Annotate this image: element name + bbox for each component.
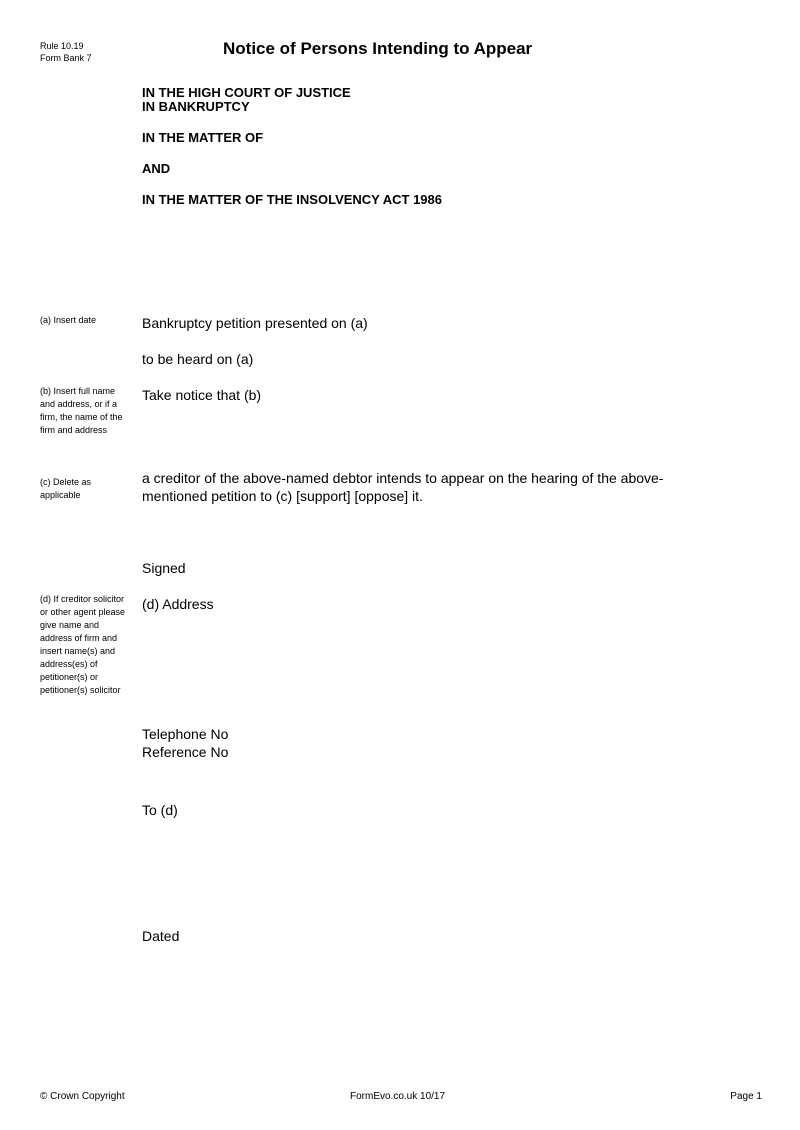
insolvency-act-heading: IN THE MATTER OF THE INSOLVENCY ACT 1986 — [142, 192, 442, 207]
footer-copyright: © Crown Copyright — [40, 1091, 125, 1102]
and-heading: AND — [142, 161, 171, 176]
telephone-field: Telephone No — [142, 726, 229, 742]
heard-on-field: to be heard on (a) — [142, 351, 254, 367]
footer-page-number: Page 1 — [730, 1091, 762, 1102]
court-line-2: IN BANKRUPTCY — [142, 99, 250, 114]
note-c: (c) Delete as applicable — [40, 477, 92, 500]
matter-of-heading: IN THE MATTER OF — [142, 130, 264, 145]
note-d: (d) If creditor solicitor or other agent please give name and address of firm and insert name(s) and address(es) of petitioner(s) or petitioner(s) solicitor — [40, 594, 126, 695]
creditor-statement: a creditor of the above-named debtor intends to appear on the hearing of the above-mentioned petition to (c) [support] [oppose] it. — [142, 470, 664, 504]
signed-field: Signed — [142, 560, 186, 576]
court-line-1: IN THE HIGH COURT OF JUSTICE — [142, 85, 351, 100]
take-notice-field: Take notice that (b) — [142, 387, 262, 403]
address-field: (d) Address — [142, 596, 214, 612]
note-b: (b) Insert full name and address, or if a firm, the name of the firm and address — [40, 386, 123, 435]
rule-number: Rule 10.19 — [40, 41, 84, 51]
petition-presented-field: Bankruptcy petition presented on (a) — [142, 315, 368, 331]
to-field: To (d) — [142, 802, 178, 818]
dated-field: Dated — [142, 928, 180, 944]
court-heading — [142, 86, 351, 114]
footer-site: FormEvo.co.uk 10/17 — [350, 1091, 446, 1102]
page-title: Notice of Persons Intending to Appear — [223, 39, 533, 58]
note-a: (a) Insert date — [40, 315, 97, 325]
reference-field: Reference No — [142, 744, 229, 760]
form-number: Form Bank 7 — [40, 53, 92, 63]
